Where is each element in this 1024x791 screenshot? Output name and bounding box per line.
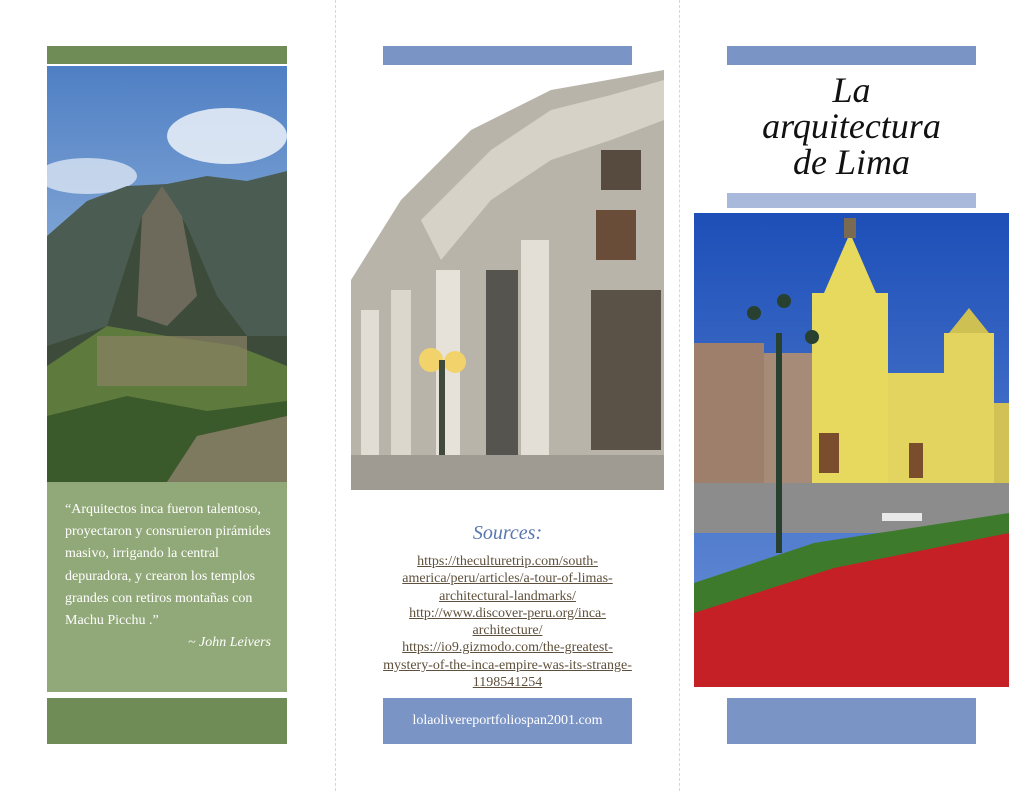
bottom-green-bar: [47, 698, 287, 744]
title-line-2: arquitectura: [762, 106, 941, 146]
source-link-3[interactable]: https://io9.gizmodo.com/the-greatest-mystery-of-the-inca-empire-was-its-strange-1198541254: [383, 640, 632, 691]
title-underline-bar: [727, 193, 976, 208]
quote-text: “Arquitectos inca fueron talentoso, proyectaron y consruieron pirámides masivo, irrigando la central depuradora, y crearon los templos grandes con retiros montañas con Machu Picchu .”: [65, 502, 271, 629]
top-blue-bar-middle: [383, 46, 632, 65]
top-green-bar: [47, 46, 287, 64]
fold-line-2: [679, 0, 680, 791]
sources-list: [383, 553, 632, 691]
lima-cathedral-image: [694, 213, 1009, 687]
brochure-title: [727, 72, 976, 180]
source-link-1[interactable]: https://theculturetrip.com/south-america/peru/articles/a-tour-of-limas-architectural-landmarks/: [402, 554, 613, 604]
machu-picchu-image: [47, 66, 287, 482]
quote-box: [47, 482, 287, 692]
quote-author: ~ John Leivers: [187, 635, 271, 651]
source-link-2[interactable]: http://www.discover-peru.org/inca-architecture/: [409, 605, 606, 639]
bottom-blue-bar-right: [727, 698, 976, 744]
title-line-3: de Lima: [793, 142, 910, 182]
title-line-1: La: [832, 70, 871, 110]
sources-title: Sources:: [472, 522, 543, 544]
palace-building-image: [351, 70, 664, 490]
top-blue-bar-right: [727, 46, 976, 65]
fold-line-1: [335, 0, 336, 791]
footer-website: lolaolivereportfoliospan2001.com: [383, 698, 632, 744]
